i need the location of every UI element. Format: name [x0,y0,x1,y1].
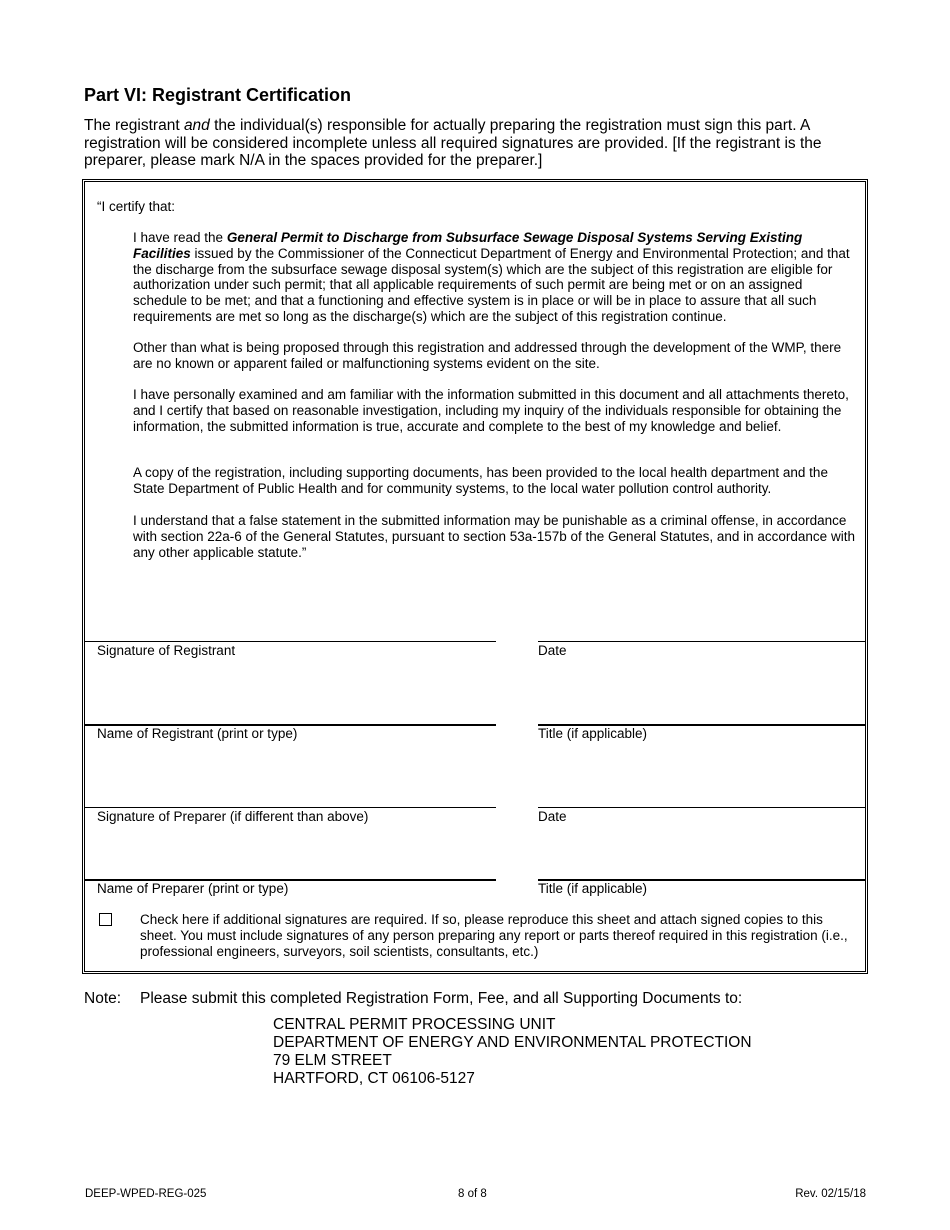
permit-name: General Permit to Discharge from Subsurface Sewage Disposal Systems Serving Existing Facilities [133,230,803,261]
preparer-title-label: Title (if applicable) [538,881,648,896]
certification-opening: “I certify that: [97,199,176,214]
preparer-signature-line[interactable] [85,807,496,808]
address-line-3: 79 ELM STREET [273,1052,392,1069]
note-text: Please submit this completed Registration Form, Fee, and all Supporting Documents to: [140,990,743,1007]
footer-revision: Rev. 02/15/18 [795,1188,866,1200]
preparer-date-label: Date [538,809,567,824]
footer-page-number: 8 of 8 [458,1188,487,1200]
intro-emphasis: and [183,117,210,134]
certification-paragraph-examined: I have personally examined and am familiar with the information submitted in this document and all attachments thereto, and I certify that based on reasonable investigation, including my inquiry of the individuals responsible for obtaining the information, the submitted information is true, accurate and complete to the best of my knowledge and belief. [133,387,849,434]
intro-text-end: the individual(s) responsible for actually preparing the registration must sign this part. A registration will be considered incomplete unless all required signatures are provided. [If the registrant is the preparer, please mark N/A in the spaces provided for the preparer.] [84,117,822,169]
page-title: Part VI: Registrant Certification [84,85,352,105]
permit-text-start: I have read the [133,230,227,245]
certification-paragraph-permit [133,230,855,325]
certification-paragraph-false-statement: I understand that a false statement in the submitted information may be punishable as a criminal offense, in accordance with section 22a-6 of the General Statutes, pursuant to section 53a-157b of the General Statutes, and in accordance with any other applicable statute.” [133,513,855,560]
certification-paragraph-wmp: Other than what is being proposed through this registration and addressed through the development of the WMP, there are no known or apparent failed or malfunctioning systems evident on the site. [133,340,842,371]
preparer-signature-label: Signature of Preparer (if different than above) [97,809,369,824]
registrant-signature-label: Signature of Registrant [97,643,236,658]
address-line-4: HARTFORD, CT 06106-5127 [273,1070,475,1087]
certification-paragraph-copy: A copy of the registration, including supporting documents, has been provided to the local health department and the State Department of Public Health and for community systems, to the local water pollution control authority. [133,465,828,496]
additional-signatures-checkbox[interactable] [99,913,112,926]
address-line-2: DEPARTMENT OF ENERGY AND ENVIRONMENTAL PROTECTION [273,1034,752,1051]
footer-form-id: DEEP-WPED-REG-025 [85,1188,207,1200]
preparer-name-label: Name of Preparer (print or type) [97,881,289,896]
registrant-signature-line[interactable] [85,641,496,642]
registrant-name-label: Name of Registrant (print or type) [97,726,298,741]
registrant-date-line[interactable] [538,641,865,642]
address-line-1: CENTRAL PERMIT PROCESSING UNIT [273,1016,556,1033]
note-label: Note: [84,990,122,1007]
registrant-title-label: Title (if applicable) [538,726,648,741]
additional-signatures-text: Check here if additional signatures are required. If so, please reproduce this sheet and attach signed copies to this sheet. You must include signatures of any person preparing any report or parts thereof required in this registration (i.e., professional engineers, surveyors, soil scientists, consultants, etc.) [140,912,848,959]
preparer-date-line[interactable] [538,807,865,808]
intro-text-start: The registrant [84,117,184,134]
registrant-date-label: Date [538,643,567,658]
permit-text-end: issued by the Commissioner of the Connecticut Department of Energy and Environmental Protection; and that the discharge from the subsurface sewage disposal system(s) which are the subject of this registration are eligible for authorization under such permit; that all applicable requirements of such permit are being met or on an assigned schedule to be met; and that a functioning and effective system is in place or will be in place to assure that all such requirements are met so long as the discharge(s) which are the subject of this registration continue. [133,245,850,324]
instructions-paragraph [84,117,844,170]
